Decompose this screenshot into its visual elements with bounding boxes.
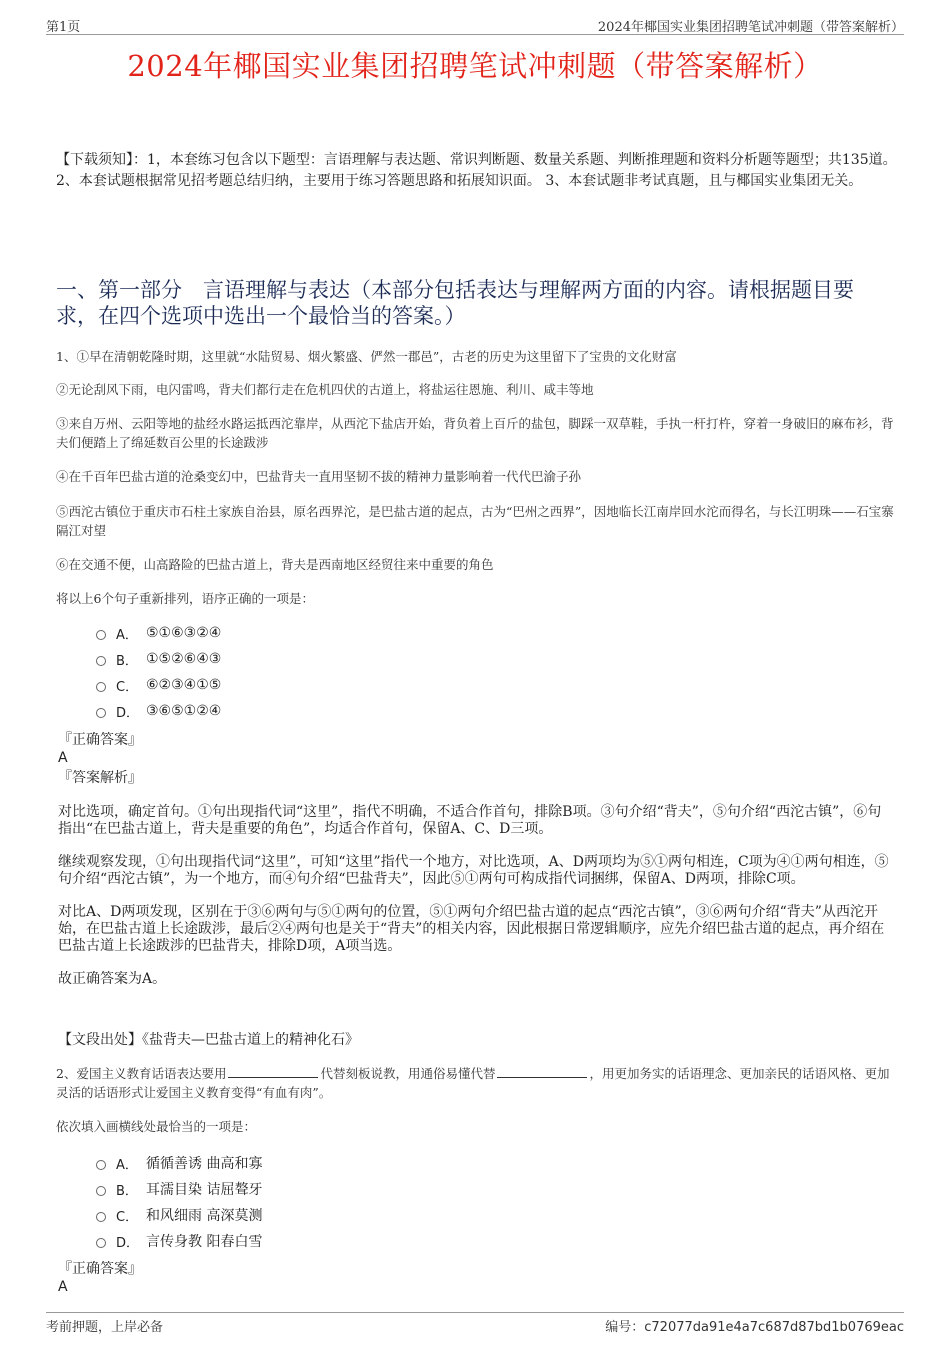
- footer-code: [605, 1316, 904, 1335]
- page-number: 第1页: [46, 20, 81, 35]
- option-text: ⑥②③④①⑤: [146, 677, 222, 693]
- header-doc-title: 2024年椰国实业集团招聘笔试冲刺题（带答案解析）: [597, 20, 904, 35]
- q1-sentence-3: ③来自万州、云阳等地的盐经水路运抵西沱靠岸，从西沱下盐店开始，背负着上百斤的盐包，脚踩一双草鞋，手执一杆打杵，穿着一身破旧的麻布衫，背夫们便踏上了绵延数百公里的长途跋涉: [56, 416, 894, 450]
- q2-answer-block: [58, 1260, 894, 1296]
- q2-option-d[interactable]: [96, 1228, 262, 1254]
- radio-icon[interactable]: [96, 682, 106, 692]
- page-footer: [46, 1312, 904, 1333]
- option-text: 言传身教 阳春白雪: [146, 1234, 263, 1250]
- correct-answer-label: 『正确答案』: [58, 1261, 142, 1277]
- q1-option-b[interactable]: [96, 646, 221, 672]
- q1-sentence-5: ⑤西沱古镇位于重庆市石柱土家族自治县，原名西界沱，是巴盐古道的起点，古为“巴州之西界”，因地临长江南岸回水沱而得名，与长江明珠——石宝寨隔江对望: [56, 504, 894, 538]
- download-notice: 【下载须知】：1，本套练习包含以下题型：言语理解与表达题、常识判断题、数量关系题、判断推理题和资料分析题等题型；共135道。 2、本套试题根据常见招考题总结归纳，主要用于练习答题思路和拓展知识面。 3、本套试题非考试真题，且与椰国实业集团无关。: [56, 152, 897, 189]
- radio-icon[interactable]: [96, 1160, 106, 1170]
- radio-icon[interactable]: [96, 630, 106, 640]
- option-text: 和风细雨 高深莫测: [146, 1208, 263, 1224]
- option-text: ③⑥⑤①②④: [146, 703, 222, 719]
- radio-icon[interactable]: [96, 1186, 106, 1196]
- option-letter: D．: [116, 1235, 140, 1251]
- option-text: 循循善诱 曲高和寡: [146, 1156, 263, 1172]
- radio-icon[interactable]: [96, 656, 106, 666]
- correct-answer-label: 『正确答案』: [58, 732, 142, 748]
- correct-answer: A: [58, 750, 68, 766]
- q1-sentence-4: ④在千百年巴盐古道的沧桑变幻中，巴盐背夫一直用坚韧不拔的精神力量影响着一代代巴渝子孙: [56, 469, 582, 484]
- radio-icon[interactable]: [96, 1238, 106, 1248]
- fill-blank-1: [228, 1065, 318, 1078]
- option-letter: A．: [116, 627, 138, 643]
- q2-stem-part-2: 代替刻板说教，用通俗易懂代替: [320, 1066, 496, 1081]
- option-text: ⑤①⑥③②④: [146, 625, 222, 641]
- q1-sentence-2: ②无论刮风下雨，电闪雷鸣，背夫们都行走在危机四伏的古道上，将盐运往恩施、利川、咸丰等地: [56, 382, 594, 397]
- option-letter: B．: [116, 1183, 138, 1199]
- q1-sentence-6: ⑥在交通不便，山高路险的巴盐古道上，背夫是西南地区经贸往来中重要的角色: [56, 557, 494, 572]
- page-header: [46, 14, 904, 35]
- document-title: 2024年椰国实业集团招聘笔试冲刺题（带答案解析）: [127, 49, 823, 83]
- analysis-paragraph: 继续观察发现，①句出现指代词“这里”，可知“这里”指代一个地方，对比选项，A、D两项均为⑤①两句相连，C项为④①两句相连，⑤句介绍“西沱古镇”，为一个地方，而④句介绍“巴盐背夫”，因此⑤①两句可构成指代词捆绑，保留A、D两项，排除C项。: [58, 854, 889, 887]
- q2-option-b[interactable]: [96, 1176, 262, 1202]
- option-letter: C．: [116, 1209, 139, 1225]
- q2-options: [96, 1150, 262, 1254]
- analysis-label: 『答案解析』: [58, 770, 142, 786]
- code-value: c72077da91e4a7c687d87bd1b0769eac: [644, 1320, 904, 1335]
- correct-answer: A: [58, 1279, 68, 1295]
- q1-source: 【文段出处】《盐背夫—巴盐古道上的精神化石》: [58, 1032, 359, 1048]
- q1-answer-block: [58, 731, 894, 787]
- q1-prompt: 将以上6个句子重新排列，语序正确的一项是：: [56, 591, 314, 606]
- radio-icon[interactable]: [96, 1212, 106, 1222]
- section-title: 一、第一部分 言语理解与表达（本部分包括表达与理解两方面的内容。请根据题目要求，在四个选项中选出一个最恰当的答案。）: [56, 278, 854, 328]
- q1-sentence-1: 1、①早在清朝乾隆时期，这里就“水陆贸易、烟火繁盛、俨然一郡邑”，古老的历史为这里留下了宝贵的文化财富: [56, 349, 677, 364]
- radio-icon[interactable]: [96, 708, 106, 718]
- q1-option-d[interactable]: [96, 698, 221, 724]
- fill-blank-2: [497, 1065, 587, 1078]
- q2-stem: [56, 1064, 898, 1102]
- q2-stem-part-1: 2、爱国主义教育话语表达要用: [56, 1066, 227, 1081]
- footer-slogan: 考前押题，上岸必备: [46, 1320, 164, 1335]
- q2-prompt: 依次填入画横线处最恰当的一项是：: [56, 1119, 257, 1134]
- option-letter: C．: [116, 679, 139, 695]
- q2-option-a[interactable]: [96, 1150, 262, 1176]
- analysis-paragraph: 对比选项，确定首句。①句出现指代词“这里”，指代不明确，不适合作首句，排除B项。③句介绍“背夫”，⑤句介绍“西沱古镇”，⑥句指出“在巴盐古道上，背夫是重要的角色”，均适合作首句，保留A、C、D三项。: [58, 804, 882, 837]
- analysis-paragraph: 对比A、D两项发现，区别在于③⑥两句与⑤①两句的位置，⑤①两句介绍巴盐古道的起点“西沱古镇”，③⑥两句介绍“背夫”从西沱开始，在巴盐古道上长途跋涉，最后②④两句也是关于“背夫”的相关内容，因此根据日常逻辑顺序，应先介绍巴盐古道的起点，再介绍在巴盐古道上长途跋涉的巴盐背夫，排除D项，A项当选。: [58, 904, 885, 954]
- q1-analysis: [58, 804, 894, 1004]
- option-text: 耳濡目染 诘屈聱牙: [146, 1182, 263, 1198]
- q1-option-a[interactable]: [96, 620, 221, 646]
- option-letter: B．: [116, 653, 138, 669]
- q1-option-c[interactable]: [96, 672, 221, 698]
- analysis-paragraph: 故正确答案为A。: [58, 971, 167, 987]
- option-text: ①⑤②⑥④③: [146, 651, 222, 667]
- code-label: 编号：: [605, 1320, 645, 1335]
- q2-stem-part-3: ，用更加务实的话语理念、更加亲民的话语风格、更加灵活的话语形式让爱国主义教育变得“有血有肉”。: [56, 1066, 890, 1100]
- option-letter: A．: [116, 1157, 138, 1173]
- q1-options: [96, 620, 221, 724]
- q2-option-c[interactable]: [96, 1202, 262, 1228]
- option-letter: D．: [116, 705, 140, 721]
